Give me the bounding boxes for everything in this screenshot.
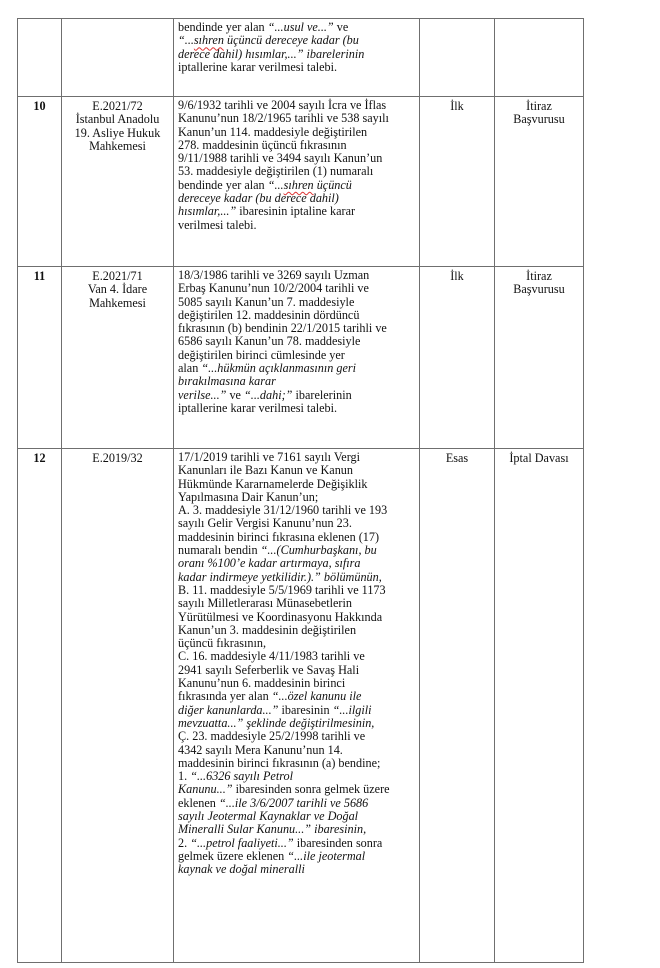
subject-line: hısımlar,...” ibaresinin iptaline karar	[178, 204, 356, 219]
subject-line: 2. “...petrol faaliyeti...” ibaresinden sonra	[178, 835, 383, 850]
subject-line: Kanun’un 3. maddesinin değiştirilen	[178, 622, 357, 637]
table-row	[18, 97, 584, 267]
subject-line: 2941 sayılı Seferberlik ve Savaş Hali	[178, 662, 360, 677]
stage-cell	[420, 19, 495, 97]
court-line: E.2021/71	[92, 269, 143, 283]
case-type-line: Başvurusu	[513, 282, 565, 297]
case-type-cell	[495, 449, 584, 963]
subject-line: fıkrasının (b) bendinin 22/1/2015 tarihli ve	[178, 321, 387, 336]
subject-line: maddesinin birinci fıkrasına eklenen (17)	[178, 529, 380, 544]
case-type-cell	[495, 267, 584, 449]
case-type-line: İtiraz	[526, 269, 552, 283]
subject-line: bendinde yer alan “...usul ve...” ve	[178, 20, 349, 34]
subject-line: dereceye kadar (bu derece dahil)	[178, 191, 339, 206]
subject-cell	[174, 449, 420, 963]
court-cell	[62, 267, 174, 449]
subject-line: fıkrasında yer alan “...özel kanunu ile	[178, 689, 362, 704]
court-line: Van 4. İdare	[87, 282, 148, 297]
subject-line: 6586 sayılı Kanun’un 78. maddesiyle	[178, 334, 361, 349]
subject-line: Erbaş Kanunu’nun 10/2/2004 tarihli ve	[178, 281, 369, 296]
subject-line: Kanunu...” ibaresinden sonra gelmek üzere	[178, 782, 390, 797]
subject-line: Mineralli Sular Kanunu...” ibaresinin,	[178, 822, 367, 837]
court-cell	[62, 19, 174, 97]
court-cell	[62, 97, 174, 267]
document-page	[17, 18, 583, 963]
subject-line: 4342 sayılı Mera Kanunu’nun 14.	[178, 742, 343, 757]
subject-line: C. 16. maddesiyle 4/11/1983 tarihli ve	[178, 649, 365, 664]
subject-line: Kanun’un 114. maddesiyle değiştirilen	[178, 124, 368, 139]
table-row	[18, 19, 584, 97]
subject-line: Yürütülmesi ve Koordinasyonu Hakkında	[178, 609, 383, 624]
subject-line: eklenen “...ile 3/6/2007 tarihli ve 5686	[178, 795, 369, 810]
subject-line: Yapılmasına Dair Kanun’un;	[178, 489, 319, 504]
subject-line: B. 11. maddesiyle 5/5/1969 tarihli ve 1173	[178, 582, 386, 597]
subject-line: bırakılmasına karar	[178, 374, 276, 389]
subject-line: gelmek üzere eklenen “...ile jeotermal	[178, 848, 366, 863]
subject-line: sayılı Gelir Vergisi Kanunu’nun 23.	[178, 516, 352, 531]
court-line: E.2021/72	[92, 99, 143, 113]
subject-line: 9/6/1932 tarihli ve 2004 sayılı İcra ve İflas	[178, 98, 387, 112]
stage-cell: İlk	[420, 97, 495, 267]
subject-line: 1. “...6326 sayılı Petrol	[178, 769, 293, 784]
subject-line: değiştirilen 12. maddesinin dördüncü	[178, 307, 360, 322]
subject-line: sayılı Milletlerarası Münasebetlerin	[178, 596, 352, 611]
court-line: Mahkemesi	[89, 138, 146, 153]
subject-line: bendinde yer alan “...sıhren üçüncü	[178, 177, 352, 192]
subject-line: iptallerine karar verilmesi talebi.	[178, 59, 338, 74]
case-type-line: Başvurusu	[513, 112, 565, 127]
table-row	[18, 267, 584, 449]
subject-line: maddesinin birinci fıkrasının (a) bendine;	[178, 755, 381, 770]
subject-line: A. 3. maddesiyle 31/12/1960 tarihli ve 193	[178, 503, 388, 518]
row-number	[18, 19, 62, 97]
subject-line: 278. maddesinin üçüncü fıkrasının	[178, 137, 347, 152]
subject-line: kadar indirmeye yetkilidir.).” bölümünün,	[178, 569, 382, 584]
subject-line: iptallerine karar verilmesi talebi.	[178, 400, 338, 415]
subject-line: kaynak ve doğal mineralli	[178, 862, 305, 877]
court-line: İstanbul Anadolu	[75, 112, 160, 127]
subject-cell	[174, 267, 420, 449]
subject-line: verilmesi talebi.	[178, 217, 257, 232]
subject-line: 18/3/1986 tarihli ve 3269 sayılı Uzman	[178, 268, 370, 282]
row-number: 10	[18, 97, 62, 267]
subject-cell	[174, 19, 420, 97]
subject-line: Ç. 23. maddesiyle 25/2/1998 tarihli ve	[178, 729, 366, 744]
court-cell	[62, 449, 174, 963]
subject-line: 5085 sayılı Kanun’un 7. maddesiyle	[178, 294, 355, 309]
court-line: Mahkemesi	[89, 295, 146, 310]
subject-line: 53. maddesiyle değiştirilen (1) numaralı	[178, 164, 374, 179]
case-type-cell	[495, 97, 584, 267]
case-type-line: İtiraz	[526, 99, 552, 113]
subject-cell	[174, 97, 420, 267]
subject-line: sayılı Jeotermal Kaynaklar ve Doğal	[178, 809, 359, 824]
case-table	[17, 18, 584, 963]
case-table-body	[18, 19, 584, 963]
row-number: 11	[18, 267, 62, 449]
case-type-line: İptal Davası	[509, 451, 569, 465]
subject-line: 9/11/1988 tarihli ve 3494 sayılı Kanun’un	[178, 151, 383, 166]
subject-line: diğer kanunlarda...” ibaresinin “...ilgili	[178, 702, 372, 717]
case-type-cell	[495, 19, 584, 97]
subject-line: derece dahil) hısımlar,...” ibarelerinin	[178, 46, 365, 61]
subject-line: üçüncü fıkrasının,	[178, 636, 266, 651]
subject-line: alan “...hükmün açıklanmasının geri	[178, 361, 357, 376]
subject-line: “...sıhren üçüncü dereceye kadar (bu	[178, 33, 359, 48]
stage-cell: İlk	[420, 267, 495, 449]
stage-cell: Esas	[420, 449, 495, 963]
subject-line: Hükmünde Kararnamelerde Değişiklik	[178, 476, 368, 491]
court-line: 19. Asliye Hukuk	[74, 125, 161, 140]
subject-line: değiştirilen birinci cümlesinde yer	[178, 347, 345, 362]
subject-line: Kanunu’nun 6. maddesinin birinci	[178, 676, 346, 691]
table-row	[18, 449, 584, 963]
subject-line: Kanunu’nun 18/2/1965 tarihli ve 538 sayılı	[178, 111, 389, 126]
subject-line: Kanunları ile Bazı Kanun ve Kanun	[178, 463, 353, 478]
subject-line: mevzuatta...” şeklinde değiştirilmesinin,	[178, 715, 375, 730]
row-number: 12	[18, 449, 62, 963]
subject-line: 17/1/2019 tarihli ve 7161 sayılı Vergi	[178, 450, 361, 464]
court-line: E.2019/32	[92, 451, 143, 465]
subject-line: verilse...” ve “...dahi;” ibarelerinin	[178, 387, 352, 402]
subject-line: numaralı bendin “...(Cumhurbaşkanı, bu	[178, 543, 377, 558]
subject-line: oranı %100’e kadar artırmaya, sıfıra	[178, 556, 361, 571]
